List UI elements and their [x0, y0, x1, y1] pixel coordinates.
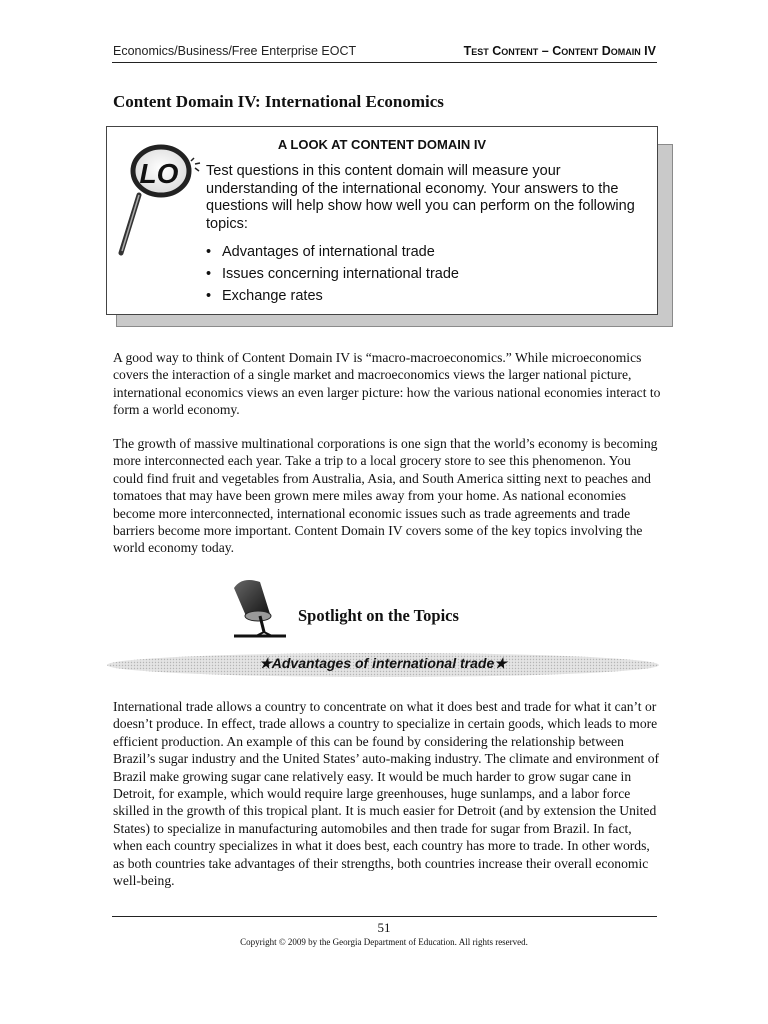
paragraph-growth: The growth of massive multinational corporations is one sign that the world’s economy is becoming more interconnected each year. Take a trip to a local grocery store to see this phenomenon. You could find fruit and vegetables from Australia, Asia, and South America sitting next to peaches and tomatoes that may have been grown mere miles away from your home. As national economies become more interconnected, international economic issues such as trade agreements and trade barriers become more important. Content Domain IV covers some of the key topics involving the world economy today.: [113, 436, 658, 556]
list-item: • Advantages of international trade: [206, 241, 646, 263]
footer-rule: [112, 916, 657, 917]
logo-text: LO: [139, 158, 179, 189]
header-right: Test Content – Content Domain IV: [463, 44, 656, 58]
topic-banner: [106, 652, 660, 678]
look-box-intro: Test questions in this content domain will measure your understanding of the international economy. Your answers to the questions will help show how well you can perform on the following topics:: [206, 163, 635, 232]
spotlight-icon: [230, 576, 292, 640]
look-box-title: A LOOK AT CONTENT DOMAIN IV: [277, 137, 487, 152]
page-number: 51: [377, 920, 391, 935]
look-box: [106, 126, 658, 315]
header-left: Economics/Business/Free Enterprise EOCT: [113, 44, 357, 58]
banner-text: ★Advantages of international trade★: [259, 655, 507, 671]
header-rule: [112, 62, 657, 63]
look-box-body: [206, 163, 646, 307]
topic-list: [206, 241, 646, 307]
spotlight-title: Spotlight on the Topics: [298, 606, 459, 625]
paragraph-intro: A good way to think of Content Domain IV is “macro-macroeconomics.” While microeconomics covers the interaction of a single market and macroeconomics views the larger national picture, international economics views an even larger picture: how the various national economies interact to form a world economy.: [113, 350, 661, 418]
paragraph-trade: International trade allows a country to concentrate on what it does best and trade for what it can’t or doesn’t produce. In effect, trade allows a country to specialize in certain goods, which leads to more efficient production. An example of this can be found by considering the relationship between Brazil’s sugar industry and the United States’ auto-making industry. The climate and environment of Brazil make growing sugar cane relatively easy. It would be much harder to grow sugar cane in Detroit, for example, which would require large greenhouses, huge sunlamps, and a labor force skilled in the growth of this tropical plant. It is much easier for Detroit (and by extension the United States) to specialize in manufacturing automobiles and then trade for sugar from Brazil. In fact, when each country specializes in what it does best, each country has more to trade. In other words, as both countries take advantages of their strengths, both countries increase their overall economic well-being.: [113, 699, 660, 889]
copyright: Copyright © 2009 by the Georgia Department of Education. All rights reserved.: [240, 937, 528, 947]
list-item: • Exchange rates: [206, 285, 646, 307]
magnifier-icon: [117, 143, 209, 273]
list-item: • Issues concerning international trade: [206, 263, 646, 285]
page-title: Content Domain IV: International Economics: [113, 92, 444, 111]
